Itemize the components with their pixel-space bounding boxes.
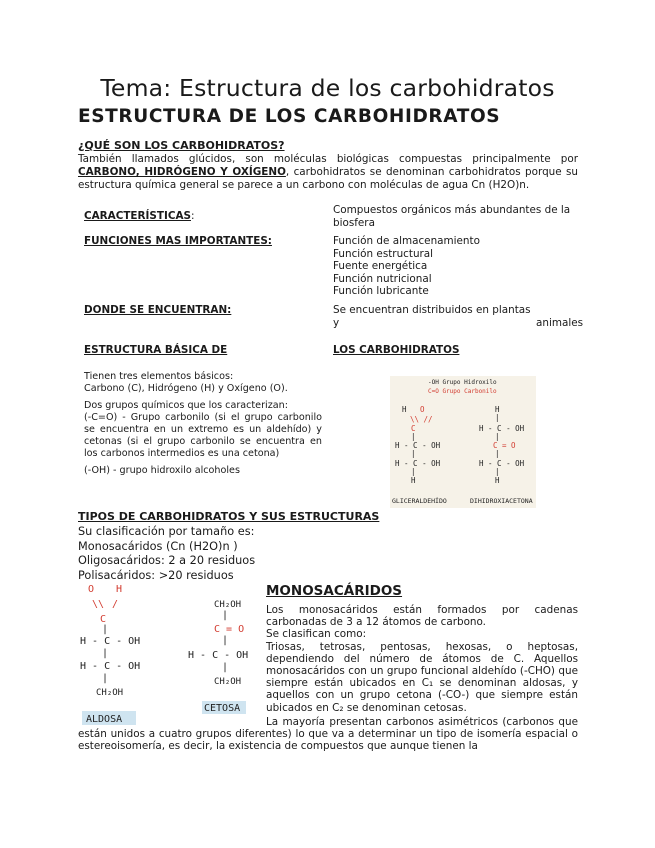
triosas-drawing xyxy=(390,376,536,508)
svg-text:C = O: C = O xyxy=(493,441,516,450)
svg-text:C: C xyxy=(411,424,416,433)
question-heading: ¿QUÉ SON LOS CARBOHIDRATOS? xyxy=(78,139,285,152)
svg-text:H: H xyxy=(402,405,407,414)
svg-text:|: | xyxy=(102,673,109,684)
svg-text:H: H xyxy=(495,476,500,485)
donde-line2-right: animales xyxy=(536,317,584,329)
svg-text:CH₂OH: CH₂OH xyxy=(214,600,242,610)
donde-label: DONDE SE ENCUENTRAN: xyxy=(84,304,232,316)
svg-text:H - C - OH: H - C - OH xyxy=(188,650,249,661)
estructura-text xyxy=(84,371,322,477)
estructura-p3: Dos grupos químicos que los caracterizan: xyxy=(84,400,288,411)
svg-text:|: | xyxy=(102,624,109,635)
svg-text:H: H xyxy=(495,405,500,414)
caracteristicas-label: CARACTERÍSTICAS xyxy=(84,210,191,222)
caption-cetosa: CETOSA xyxy=(204,703,241,714)
funcion-item: Función lubricante xyxy=(333,285,429,297)
svg-text:\\: \\ xyxy=(92,599,105,610)
svg-text:CH₂OH: CH₂OH xyxy=(214,677,242,687)
funcion-item: Función de almacenamiento xyxy=(333,235,480,247)
svg-text:H - C - OH: H - C - OH xyxy=(479,424,525,433)
tipos-line: Polisacáridos: >20 residuos xyxy=(78,568,234,582)
svg-text:O: O xyxy=(420,405,425,414)
tipos-line: Su clasificación por tamaño es: xyxy=(78,525,255,538)
mono-p4: La mayoría presentan carbonos asimétricos (carbonos que están unidos a cuatro grupos diferentes) lo que va a determinar un tipo de isomería espacial o estereoisomería, es decir, la existencia de compuestos que aunque tienen la xyxy=(78,716,578,753)
caption-dihidroxiacetona: DIHIDROXIACETONA xyxy=(470,497,533,505)
funciones-label: FUNCIONES MAS IMPORTANTES: xyxy=(84,235,272,247)
svg-text:|: | xyxy=(495,432,500,441)
tipos-heading: TIPOS DE CARBOHIDRATOS Y SUS ESTRUCTURAS xyxy=(78,510,380,523)
estructura-p2: Carbono (C), Hidrógeno (H) y Oxígeno (O). xyxy=(84,383,288,394)
svg-text:|: | xyxy=(222,635,229,646)
estructura-label-left: ESTRUCTURA BÁSICA DE xyxy=(84,344,228,356)
legend-co: C=O Grupo Carbonilo xyxy=(428,388,497,395)
svg-text:|: | xyxy=(411,449,416,458)
donde-line2-left: y xyxy=(333,317,340,329)
svg-text:|: | xyxy=(411,467,416,476)
intro-paragraph xyxy=(78,153,578,192)
caption-gliceraldehido: GLICERALDEHÍDO xyxy=(392,497,447,505)
funciones-list xyxy=(333,235,480,298)
mono-p1: Los monosacáridos están formados por cadenas carbonadas de 3 a 12 átomos de carbono. xyxy=(266,604,578,629)
intro-text-2: , carbohidratos se denominan carbohidratos porque su estructura química general se parece a un carbono con moléculas de agua Cn (H2O)n. xyxy=(78,166,579,191)
svg-text:H: H xyxy=(116,584,123,595)
svg-text:H - C - OH: H - C - OH xyxy=(395,459,441,468)
main-heading: ESTRUCTURA DE LOS CARBOHIDRATOS xyxy=(78,106,501,127)
svg-text:C = O: C = O xyxy=(214,624,245,635)
svg-text:CH₂OH: CH₂OH xyxy=(96,688,124,698)
caracteristicas-colon: : xyxy=(190,210,195,222)
estructura-p5: (-OH) - grupo hidroxilo alcoholes xyxy=(84,465,240,476)
caracteristicas-value: Compuestos orgánicos más abundantes de la biosfera xyxy=(333,204,571,229)
mono-p3: Triosas, tetrosas, pentosas, hexosas, o heptosas, dependiendo del número de átomos de C. Aquellos monosacáridos con un grupo funcional aldehído (-CHO) que siempre están ubicados en C₁ se denominan aldosas, y aquellos con un grupo cetona (-CO-) que siempre están ubicados en C₂ se denominan cetosas. xyxy=(266,640,578,714)
monosacaridos-text xyxy=(266,604,578,714)
svg-text:H - C - OH: H - C - OH xyxy=(80,636,141,647)
estructura-p4: (-C=O) - Grupo carbonilo (si el grupo carbonilo se encuentra en un extremo es un aldehído) y cetonas (si el grupo carbonilo se encuentra en los carbonos intermedios es una cetona) xyxy=(84,412,322,459)
svg-text:|: | xyxy=(495,413,500,422)
aldosa-cetosa-drawing xyxy=(78,581,258,727)
caracteristicas-label-wrap xyxy=(84,204,195,223)
funcion-item: Función nutricional xyxy=(333,272,432,285)
figure-triosas xyxy=(390,376,536,508)
tipos-line: Monosacáridos (Cn (H2O)n ) xyxy=(78,539,238,553)
estructura-label-right: LOS CARBOHIDRATOS xyxy=(333,344,460,356)
estructura-p1: Tienen tres elementos básicos: xyxy=(84,371,234,382)
svg-text:C: C xyxy=(100,614,107,625)
donde-line1: Se encuentran distribuidos en plantas xyxy=(333,304,531,316)
funcion-item: Función estructural xyxy=(333,247,434,260)
tipos-list xyxy=(78,525,255,583)
intro-text-1: También llamados glúcidos, son moléculas biológicas compuestas principalmente por xyxy=(78,153,578,165)
figure-aldosa-cetosa xyxy=(78,581,258,727)
funcion-item: Fuente energética xyxy=(333,260,428,272)
tipos-line: Oligosacáridos: 2 a 20 residuos xyxy=(78,554,256,568)
svg-text:H - C - OH: H - C - OH xyxy=(395,441,441,450)
svg-text:|: | xyxy=(222,662,229,673)
svg-text:|: | xyxy=(495,467,500,476)
svg-text:H - C - OH: H - C - OH xyxy=(479,459,525,468)
svg-text:|: | xyxy=(411,432,416,441)
caption-aldosa: ALDOSA xyxy=(86,714,123,725)
legend-oh: -OH Grupo Hidroxilo xyxy=(428,379,497,386)
svg-text:|: | xyxy=(102,648,109,659)
svg-text:H: H xyxy=(411,476,416,485)
svg-text:/: / xyxy=(112,599,119,610)
svg-text:O: O xyxy=(88,584,95,595)
page-title: Tema: Estructura de los carbohidratos xyxy=(100,74,555,102)
svg-text:|: | xyxy=(222,610,229,621)
svg-text:\\ //: \\ // xyxy=(410,415,433,424)
monosacaridos-heading: MONOSACÁRIDOS xyxy=(266,583,403,599)
mono-p2: Se clasifican como: xyxy=(266,628,367,641)
intro-bold: CARBONO, HIDRÓGENO Y OXÍGENO xyxy=(78,166,286,178)
svg-text:|: | xyxy=(495,449,500,458)
svg-text:H - C - OH: H - C - OH xyxy=(80,661,141,672)
